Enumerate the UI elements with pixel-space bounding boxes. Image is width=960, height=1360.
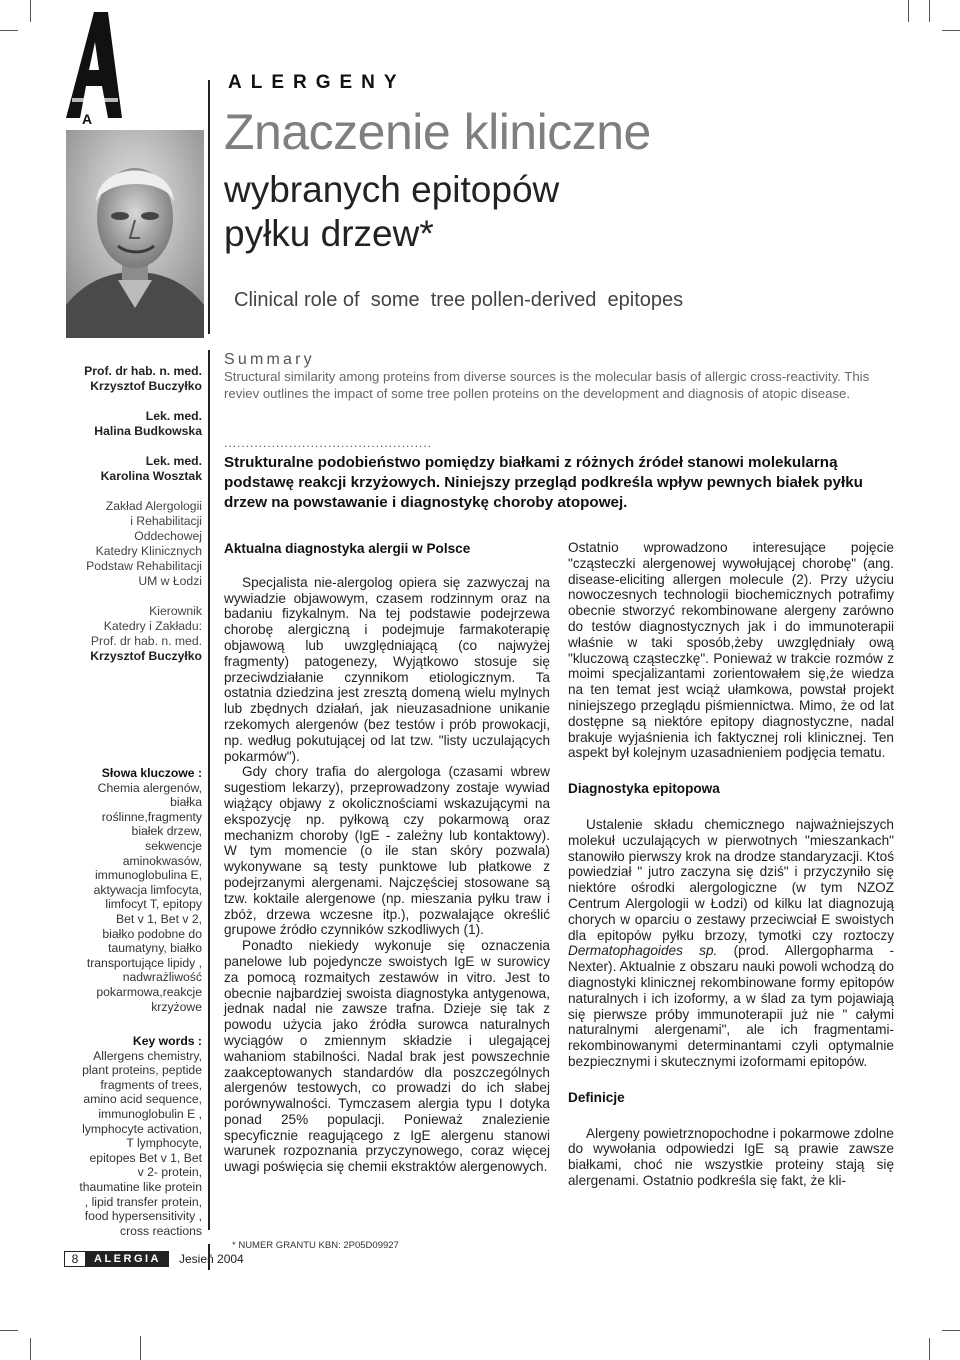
affiliation-line: Podstaw Rehabilitacji [86, 559, 202, 573]
crop-mark [929, 1338, 930, 1360]
keyword-line: roślinne,fragmenty [101, 809, 202, 824]
author-photo [66, 130, 204, 338]
keyword-line: , lipid transfer protein, [84, 1194, 202, 1209]
keyword-line: Chemia alergenów, [97, 780, 202, 795]
affiliation-line: Katedry Klinicznych [95, 544, 202, 558]
author-degree: Lek. med. [145, 454, 202, 468]
crop-mark [929, 0, 930, 22]
keywords-en-heading: Key words : [132, 1034, 202, 1049]
keywords-pl-heading: Słowa kluczowe : [101, 766, 202, 780]
author-sidebar [60, 364, 202, 664]
paragraph: Specjalista nie-alergolog opiera się zazwyczaj na wywiadzie objawowym, czasem rodzinnym oraz na badaniu fizykalnym. Na tej podstawie podejrzewa chorobę alergiczną i podejmuje farmakoterapię objawową lub uwzględniającą (co najwyżej fragmenty) patogenezy, Wyjątkowo stosuje się przeciwdziałanie czynnikom etiologicznym. Ta ostatnia dziedzina jest zresztą domeną wielu mylnych lub zbędnych działań, jak nieuzasadnione unikanie rzekomych alergenów (bez testów i prób prowokacji, np. według pokutującej od lat tzw. "listy uczulających pokarmów"). [224, 574, 550, 764]
affiliation-line: Zakład Alergologii [105, 499, 202, 513]
crop-mark [942, 30, 960, 31]
paragraph-text: Ustalenie składu chemicznego najważniejszych molekuł uczulających w pierwotnych "mieszankach" stanowiło pierwszy krok na drodze standaryzacji. Ktoś powiedział " jutro zaczyna się dziś" i przyczyniło się niektóre ośrodki alergologiczne (w tym NZOZ Centrum Alergologii w Łodzi) od kilku lat diagnozują chorych w oparciu o zestawy przeciwciał E swoistych dla epitopów pyłku brzozy, tymotki czy roztoczy [568, 816, 894, 943]
page-number: 8 [64, 1251, 86, 1267]
paragraph: Gdy chory trafia do alergologa (czasami wbrew sugestiom lekarzy), przeprowadzony zostaje wywiad wiążący objawy z okolicznościami wskazującymi na ekspozycję np. pyłkową czy pokarmową oraz mechanizm choroby (IgE - zależny lub kontaktowy). W tym momencie (o ile stan skóry pozwala) wykonywane są testy punktowe lub płatkowe z podejrzanymi alergenami. Najczęściej stosowane są tzw. koktaile alergenowe (np. mieszania pyłku traw i zbóż, drzewa wczesne itp.), pozwalające określić grupowe źródło czynników szkodliwych (1). [224, 764, 550, 938]
keyword-line: białko podobne do [102, 926, 202, 941]
keyword-line: pokarmowa,reakcje [96, 984, 202, 999]
keyword-line: taumatyny, białko [108, 941, 202, 956]
section-label: ALERGENY [228, 72, 406, 93]
keyword-line: T lymphocyte, [126, 1136, 202, 1151]
crop-mark [0, 30, 18, 31]
text-column-1 [224, 541, 550, 1175]
keyword-line: immunoglobulin E , [98, 1107, 202, 1122]
separator-dots: ................................................ [224, 436, 433, 450]
keyword-line: fragments of trees, [100, 1077, 202, 1092]
keyword-line: aktywacja limfocyta, [93, 882, 202, 897]
keyword-line: amino acid sequence, [83, 1092, 202, 1107]
affiliation-line: i Rehabilitacji [130, 514, 202, 528]
affiliation-line: Oddechowej [134, 529, 202, 543]
author-name: Halina Budkowska [94, 424, 202, 438]
keyword-line: thaumatine like protein [79, 1180, 202, 1195]
author-degree: Lek. med. [145, 409, 202, 423]
affiliation-line: UM w Łodzi [138, 574, 202, 588]
crop-mark [30, 0, 31, 22]
keyword-line: białek drzew, [131, 824, 202, 839]
paragraph-text: (prod. Allergopharma - Nexter). Aktualnie z obszaru nauki powoli wchodzą do diagnostyki klinicznej rekombinowane formy epitopów naturalnych i ich izoformy, a w ślad za tym pojawiają się pierwsze próby immunoterapii już nie " całymi naturalnymi alergenami", ale ich fragmentami- rekombinowanymi determinantami czyli optymalnie bezpiecznymi i skutecznymi izoformami epitopów. [568, 943, 894, 1069]
keyword-line: sekwencje [145, 838, 202, 853]
journal-name: ALERGIA [86, 1251, 169, 1267]
article-subtitle [224, 168, 684, 256]
crop-mark [942, 1330, 960, 1331]
author-name: Karolina Wosztak [100, 469, 202, 483]
section-heading: Diagnostyka epitopowa [568, 781, 720, 797]
subtitle-line: wybranych epitopów [224, 169, 560, 210]
grant-footnote: * NUMER GRANTU KBN: 2P05D09927 [232, 1240, 399, 1251]
paragraph: Alergeny powietrznopochodne i pokarmowe zdolne do wywołania odpowiedzi IgE są prawie zawsze białkami, choć nie wszystkie proteiny stają się alergenami. Ostatnio podkreśla się fakt, że kli- [568, 1125, 894, 1188]
keyword-line: białka [170, 795, 202, 810]
keyword-line: immunoglobulina E, [94, 868, 202, 883]
keyword-line: limfocyt T, epitopy [105, 897, 202, 912]
head-degree: Prof. dr hab. n. med. [90, 634, 202, 648]
species-name: Dermatophagoides sp. [568, 943, 718, 959]
keywords-block [60, 766, 202, 1238]
keyword-line: aminokwasów, [122, 853, 202, 868]
head-line: Kierownik [149, 604, 202, 618]
polish-abstract: Strukturalne podobieństwo pomiędzy białkami z różnych źródeł stanowi molekularną podstawę reakcji krzyżowych. Niniejszy przegląd podkreśla wpływ pewnych białek pyłku drzew na powstawanie i diagnostykę choroby atopowej. [224, 454, 863, 511]
keyword-line: plant proteins, peptide [82, 1063, 202, 1078]
keyword-line: krzyżowe [151, 999, 202, 1014]
logo-letter: A [82, 111, 93, 126]
crop-mark [0, 1330, 18, 1331]
english-title: Clinical role of some tree pollen-derived epitopes [234, 289, 684, 311]
keyword-line: Allergens chemistry, [93, 1048, 202, 1063]
keyword-line: lymphocyte activation, [82, 1121, 202, 1136]
keyword-line: food hypersensitivity , [84, 1209, 202, 1224]
keyword-line: epitopes Bet v 1, Bet [89, 1150, 202, 1165]
head-line: Katedry i Zakładu: [103, 619, 202, 633]
paragraph: Ponadto niekiedy wykonuje się oznaczenia panelowe lub pojedyncze swoistych IgE w surowicy za pomocą rozmaitych zestawów in vitro. Jest to obecnie najbardziej swoista diagnostyka antygenowa, jednak nadal nie zawsze trafna. Dzieje się tak z powodu użycia jako źródła surowca naturalnych wyciągów o zmiennym składzie i ulegającej wahaniom stabilności. Nadal brak jest powszechnie zaakceptowanych standardów dla poszczególnych alergenów testowych, co prowadzi do ich słabej porównywalności. Tymczasem alergia typu I dotyka ponad 25% populacji. Ponieważ znalezienie specyficznie reagującego z IgE alergenu stanowi warunek rozpoznania przyczynowego, coraz więcej uwagi poświęcia się chemii ekstraktów alergenowych. [224, 938, 550, 1175]
section-heading: Definicje [568, 1089, 625, 1105]
paragraph [568, 817, 894, 1070]
issue-season: Jesień 2004 [179, 1252, 244, 1266]
vertical-rule [208, 350, 210, 1230]
keyword-line: transportujące lipidy , [86, 955, 202, 970]
keyword-line: cross reactions [120, 1223, 202, 1238]
crop-mark [908, 0, 909, 22]
head-name: Krzysztof Buczyłko [90, 649, 202, 663]
keyword-line: v 2- protein, [137, 1165, 202, 1180]
text-column-2 [568, 540, 894, 1189]
article-title: Znaczenie kliniczne [224, 104, 651, 160]
keyword-line: nadwrażliwość [122, 970, 202, 985]
section-logo [60, 6, 140, 126]
crop-mark [140, 1336, 141, 1360]
keyword-line: Bet v 1, Bet v 2, [115, 911, 202, 926]
section-heading: Aktualna diagnostyka alergii w Polsce [224, 541, 471, 556]
vertical-rule [208, 80, 210, 334]
summary-text: Structural similarity among proteins from diverse sources is the molecular basis of allergic cross-reactivity. This reviev outlines the impact of some tree pollen proteins on the development and diagnosis of atopic disease. [224, 369, 870, 401]
author-degree: Prof. dr hab. n. med. [84, 364, 202, 378]
subtitle-line: pyłku drzew* [224, 213, 434, 254]
page-footer [64, 1251, 244, 1267]
author-name: Krzysztof Buczyłko [90, 379, 202, 393]
paragraph: Ostatnio wprowadzono interesujące pojęcie "cząsteczki alergenowej wywołującej chorobę" (ang. disease-eliciting allergen molecule (2). Przy użyciu nowoczesnych technologii biochemicznych potrafimy obecnie stworzyć rekombinowane alergeny zarówno do testów diagnostycznych jak i do immunoterapii właśnie w taki sposób,żeby uwzględniały ową "kluczową cząsteczkę". Ponieważ w trakcie rozmów z moimi specjalizantami zorientowałem się,że wiedza na ten temat jest wciąż ułamkowa, powstał projekt niniejszego przeglądu piśmiennictwa. Mimo, że od lat dostępne są niektóre epitopy diagnostyczne, nadal brakuje wyjaśnienia ich faktycznej roli klinicznej. Ten aspekt był kolejnym uzasadnieniem podjęcia tematu. [568, 540, 894, 761]
summary-heading: Summary [224, 351, 315, 368]
crop-mark [30, 1338, 31, 1360]
